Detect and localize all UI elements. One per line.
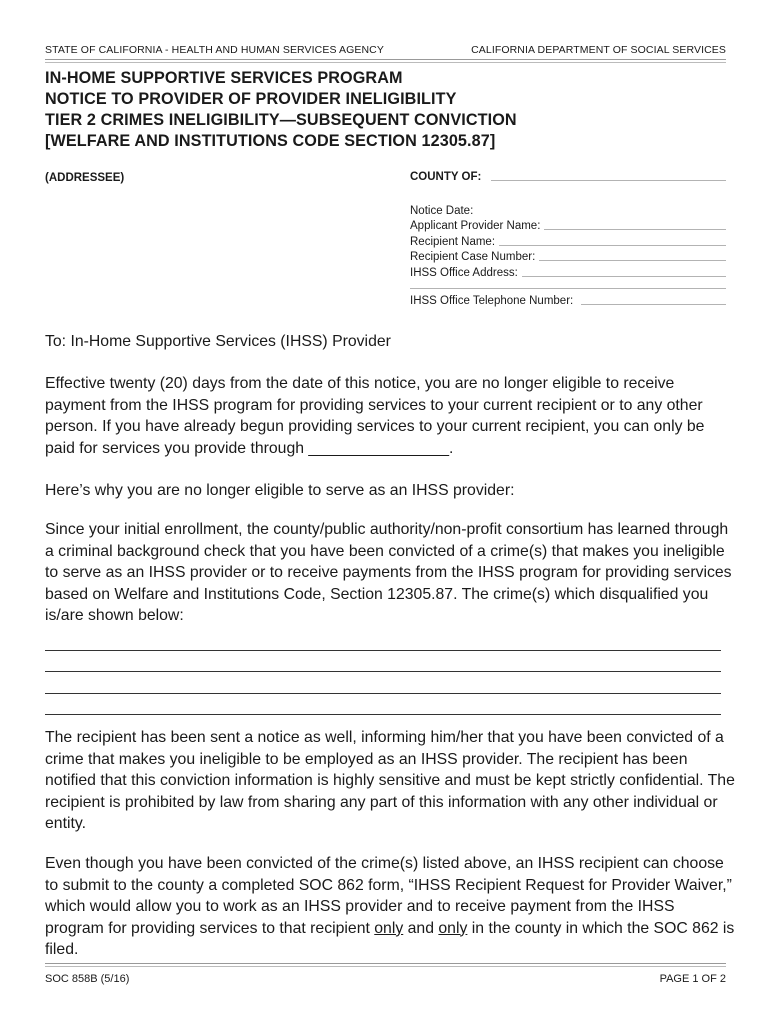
applicant-provider-name-line[interactable] bbox=[544, 228, 726, 230]
page-number: PAGE 1 OF 2 bbox=[659, 973, 726, 985]
county-label: COUNTY OF: bbox=[410, 171, 482, 183]
recipient-name-field[interactable] bbox=[410, 232, 726, 248]
recipient-case-number-line[interactable] bbox=[539, 259, 726, 261]
applicant-provider-name-label: Applicant Provider Name: bbox=[410, 220, 541, 232]
recipient-case-number-field[interactable] bbox=[410, 248, 726, 264]
document-title bbox=[45, 68, 735, 152]
recipient-name-line[interactable] bbox=[499, 244, 726, 246]
form-number: SOC 858B (5/16) bbox=[45, 973, 130, 985]
ihss-office-address-line[interactable] bbox=[522, 275, 726, 277]
crime-line[interactable] bbox=[45, 694, 721, 716]
notice-date-label: Notice Date: bbox=[410, 204, 474, 217]
recipient-name-label: Recipient Name: bbox=[410, 235, 496, 248]
waiver-text-a: Even though you have been convicted of the crime(s) listed above, an IHSS recipient can choose to submit to the county a completed SOC 862 form, “IHSS Recipient Request for Provider Waiver,” which would allow you to work as an IHSS provider and to receive payment from the IHSS program for providing services to that recipient bbox=[45, 855, 732, 937]
paragraph-recipient-notice: The recipient has been sent a notice as well, informing him/her that you have been convicted of a crime that makes you ineligible to be employed as an IHSS provider. The recipient has been notified that this conviction information is highly sensitive and must be kept strictly confidential. The recipient is prohibited by law from sharing any part of this information with any other individual or entity. bbox=[45, 729, 735, 832]
county-input-line[interactable] bbox=[491, 180, 726, 181]
ihss-office-phone-line[interactable] bbox=[581, 304, 726, 305]
waiver-and: and bbox=[403, 919, 439, 937]
county-field[interactable] bbox=[410, 171, 726, 183]
paragraph-reason-heading: Here’s why you are no longer eligible to serve as an IHSS provider: bbox=[45, 482, 515, 499]
paragraph-waiver bbox=[45, 853, 735, 961]
agency-header-left: STATE OF CALIFORNIA - HEALTH AND HUMAN SERVICES AGENCY bbox=[45, 44, 384, 56]
crime-line[interactable] bbox=[45, 672, 721, 694]
footer-divider bbox=[45, 963, 726, 964]
waiver-only-1: only bbox=[374, 919, 404, 937]
agency-header-right: CALIFORNIA DEPARTMENT OF SOCIAL SERVICES bbox=[471, 44, 726, 56]
title-line-4: [WELFARE AND INSTITUTIONS CODE SECTION 12305.87] bbox=[45, 132, 496, 150]
notice-info-block bbox=[410, 201, 726, 279]
ihss-office-address-label: IHSS Office Address: bbox=[410, 266, 518, 279]
recipient-case-number-label: Recipient Case Number: bbox=[410, 251, 536, 263]
disqualifying-crimes-lines[interactable] bbox=[45, 629, 721, 715]
ihss-office-address-field[interactable] bbox=[410, 263, 726, 279]
applicant-provider-name-field[interactable] bbox=[410, 217, 726, 233]
ihss-office-phone-field[interactable] bbox=[410, 295, 726, 307]
ihss-office-phone-label: IHSS Office Telephone Number: bbox=[410, 295, 574, 307]
crime-line[interactable] bbox=[45, 629, 721, 651]
waiver-text-b: in the county in which the SOC 862 is filed. bbox=[45, 919, 735, 958]
ihss-office-address-line-2[interactable] bbox=[410, 288, 726, 289]
salutation: To: In-Home Supportive Services (IHSS) Provider bbox=[45, 333, 391, 350]
title-line-2: NOTICE TO PROVIDER OF PROVIDER INELIGIBILITY bbox=[45, 90, 457, 108]
footer-divider-secondary bbox=[45, 966, 726, 967]
addressee-label: (ADDRESSEE) bbox=[45, 172, 125, 184]
paragraph-background-check: Since your initial enrollment, the county/public authority/non-profit consortium has learned through a criminal background check that you have been convicted of a crime(s) that makes you ineligible to serve as an IHSS provider or to receive payments from the IHSS program for providing services based on Welfare and Institutions Code, Section 12305.87. The crime(s) which disqualified you is/are shown below: bbox=[45, 521, 732, 624]
title-line-1: IN-HOME SUPPORTIVE SERVICES PROGRAM bbox=[45, 69, 403, 87]
title-line-3: TIER 2 CRIMES INELIGIBILITY—SUBSEQUENT CONVICTION bbox=[45, 111, 517, 129]
crime-line[interactable] bbox=[45, 651, 721, 673]
paragraph-effective-date: Effective twenty (20) days from the date of this notice, you are no longer eligible to receive payment from the IHSS program for providing services to your current recipient or to any other person. If you have already begun providing services to your current recipient, you can only be paid for services you provide through ________________. bbox=[45, 375, 705, 457]
waiver-only-2: only bbox=[438, 919, 468, 937]
header-divider bbox=[45, 59, 726, 60]
notice-date-field[interactable] bbox=[410, 201, 726, 217]
header-divider-secondary bbox=[45, 62, 726, 63]
